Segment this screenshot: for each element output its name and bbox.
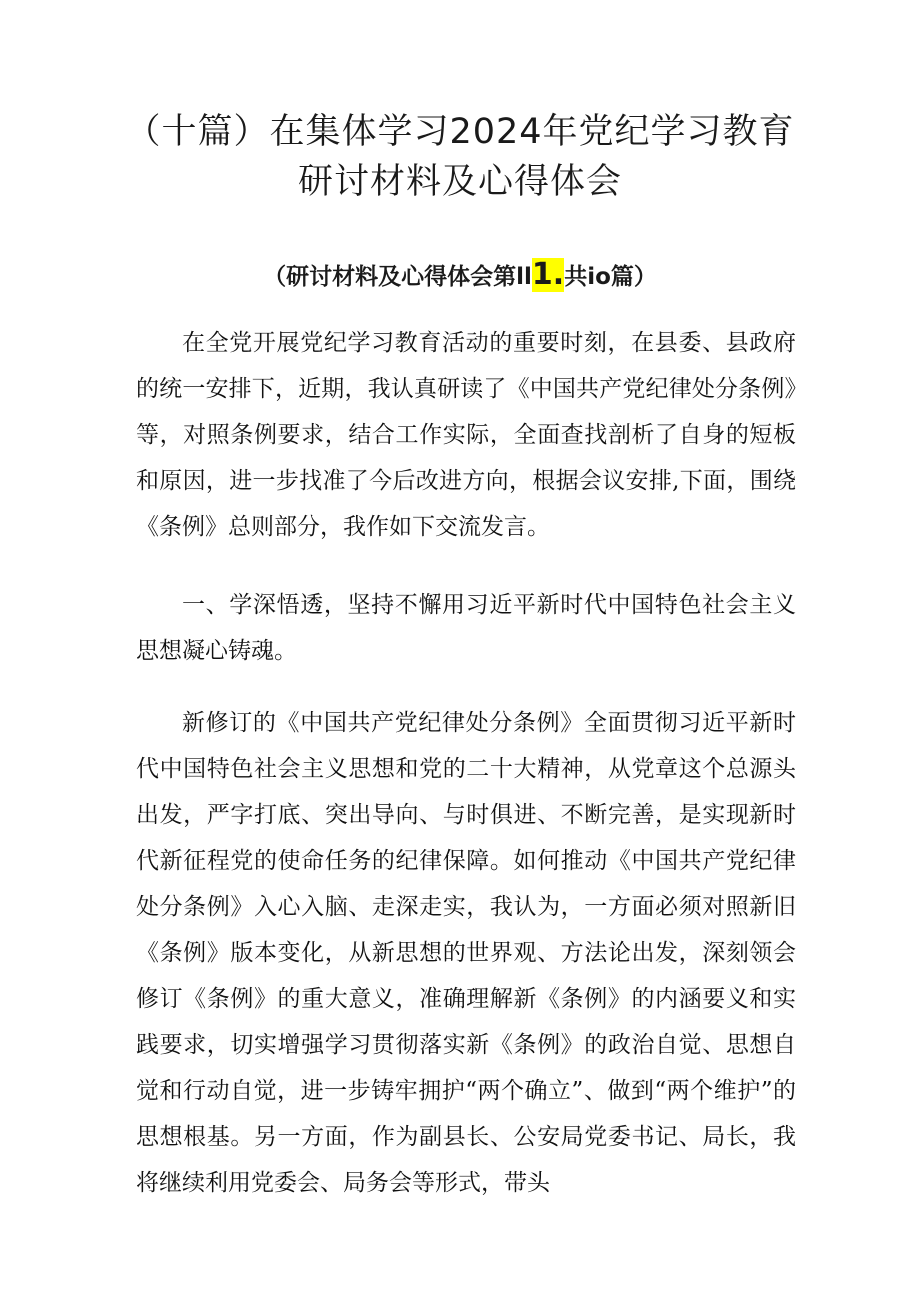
subtitle-text-end: 篇） [610,264,657,290]
subtitle-highlight: 1. [531,257,565,292]
subtitle-mark-2: 共 [564,264,588,290]
document-subtitle [0,258,920,292]
subtitle-mark-1: ll [516,264,532,290]
body-paragraph-intro: 在全党开展党纪学习教育活动的重要时刻，在县委、县政府的统一安排下，近期，我认真研读了《中国共产党纪律处分条例》等，对照条例要求，结合工作实际，全面查找剖析了自身的短板和原因，进一步找准了今后改进方向，根据会议安排,下面，围绕《条例》总则部分，我作如下交流发言。 [136,330,796,540]
document-title-line-1: （十篇）在集体学习2024年党纪学习教育 [125,112,795,152]
subtitle-mark-3: io [587,264,611,290]
subtitle-text-start: （研讨材料及心得体会第 [263,264,517,290]
section-heading-1: 一、学深悟透，坚持不懈用习近平新时代中国特色社会主义思想凝心铸魂。 [136,592,796,664]
document-title-line-2: 研讨材料及心得体会 [297,162,622,202]
body-paragraph-section-1: 新修订的《中国共产党纪律处分条例》全面贯彻习近平新时代中国特色社会主义思想和党的二十大精神，从党章这个总源头出发，严字打底、突出导向、与时俱进、不断完善，是实现新时代新征程党的使命任务的纪律保障。如何推动《中国共产党纪律处分条例》入心入脑、走深走实，我认为，一方面必须对照新旧《条例》版本变化，从新思想的世界观、方法论出发，深刻领会修订《条例》的重大意义，准确理解新《条例》的内涵要义和实践要求，切实增强学习贯彻落实新《条例》的政治自觉、思想自觉和行动自觉，进一步铸牢拥护“两个确立”、做到“两个维护”的思想根基。另一方面，作为副县长、公安局党委书记、局长，我将继续利用党委会、局务会等形式，带头 [136,710,796,1196]
